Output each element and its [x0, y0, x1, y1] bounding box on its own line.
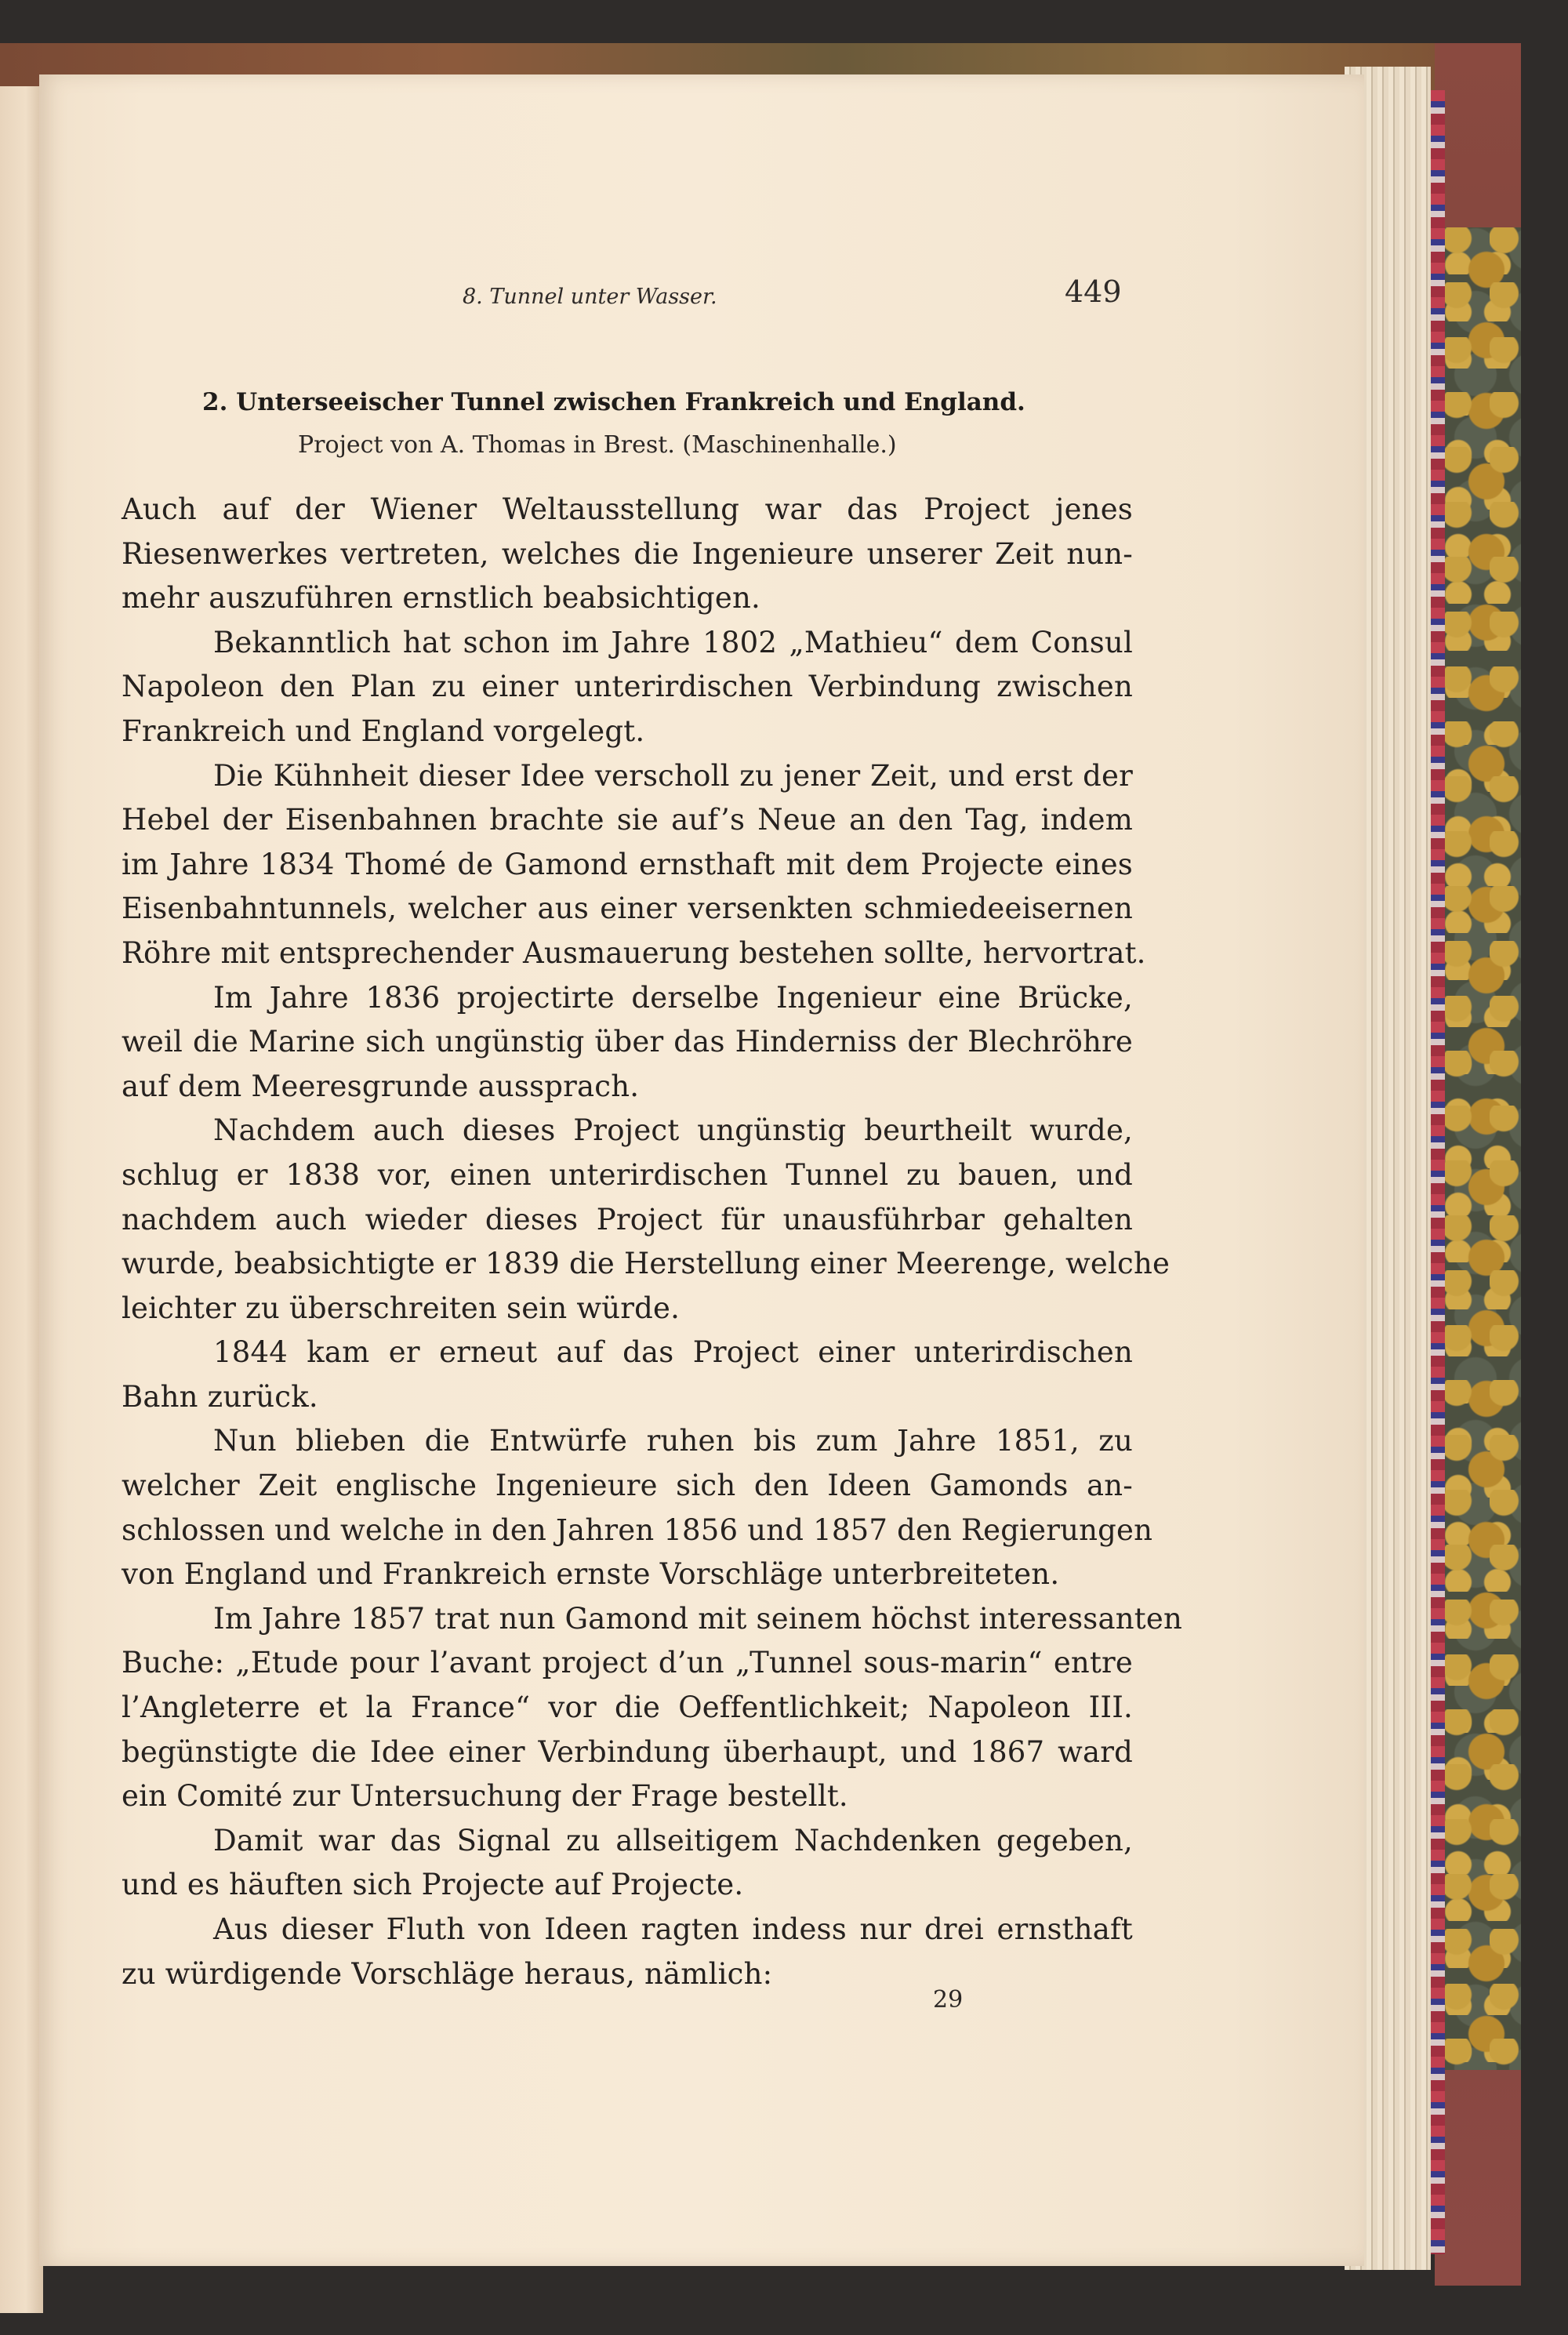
- section-heading: 2. Unterseeischer Tunnel zwischen Frankreich und England.: [202, 388, 1025, 416]
- text-line: und es häuften sich Projecte auf Projecte.: [122, 1868, 744, 1902]
- text-line: welcher Zeit englische Ingenieure sich den Ideen Gamonds an-: [122, 1469, 1133, 1503]
- marbled-endpaper: [1443, 227, 1521, 2070]
- text-line: Bahn zurück.: [122, 1379, 318, 1414]
- text-line: wurde, beabsichtigte er 1839 die Herstellung einer Meerenge, welche: [122, 1247, 1171, 1281]
- text-line: mehr auszuführen ernstlich beabsichtigen.: [122, 581, 761, 616]
- text-line: Aus dieser Fluth von Ideen ragten indess nur drei ernsthaft: [213, 1912, 1133, 1946]
- text-line: Nachdem auch dieses Project ungünstig beurtheilt wurde,: [213, 1113, 1133, 1148]
- text-line: nachdem auch wieder dieses Project für unausführbar gehalten: [122, 1202, 1133, 1236]
- text-line: Eisenbahntunnels, welcher aus einer versenkten schmiedeeisernen: [122, 892, 1133, 926]
- text-line: zu würdigende Vorschläge heraus, nämlich:: [122, 1956, 773, 1991]
- text-line: Im Jahre 1836 projectirte derselbe Ingenieur eine Brücke,: [213, 980, 1133, 1015]
- body-text: [122, 488, 1182, 1996]
- text-line: im Jahre 1834 Thomé de Gamond ernsthaft mit dem Projecte eines: [122, 847, 1133, 881]
- text-line: Nun blieben die Entwürfe ruhen bis zum Jahre 1851, zu: [213, 1424, 1133, 1458]
- text-line: leichter zu überschreiten sein würde.: [122, 1291, 681, 1325]
- text-line: auf dem Meeresgrunde aussprach.: [122, 1069, 640, 1103]
- text-line: Auch auf der Wiener Weltausstellung war das Project jenes: [122, 492, 1133, 526]
- text-line: ein Comité zur Untersuchung der Frage bestellt.: [122, 1779, 848, 1814]
- text-line: schlossen und welche in den Jahren 1856 und 1857 den Regierungen: [122, 1512, 1153, 1547]
- text-line: Im Jahre 1857 trat nun Gamond mit seinem höchst interessanten: [213, 1601, 1182, 1636]
- page-number: 449: [1065, 274, 1122, 309]
- text-line: Riesenwerkes vertreten, welches die Ingenieure unserer Zeit nun-: [122, 536, 1133, 571]
- text-line: l’Angleterre et la France“ vor die Oeffentlichkeit; Napoleon III.: [122, 1690, 1133, 1725]
- left-page-edge: [0, 86, 43, 2313]
- text-line: Hebel der Eisenbahnen brachte sie auf’s Neue an den Tag, indem: [122, 803, 1133, 837]
- text-line: weil die Marine sich ungünstig über das Hinderniss der Blechröhre: [122, 1025, 1133, 1059]
- text-line: Frankreich und England vorgelegt.: [122, 714, 645, 748]
- text-line: Damit war das Signal zu allseitigem Nachdenken gegeben,: [213, 1823, 1133, 1857]
- text-line: Die Kühnheit dieser Idee verscholl zu jener Zeit, und erst der: [213, 758, 1133, 793]
- text-line: von England und Frankreich ernste Vorschläge unterbreiteten.: [122, 1557, 1060, 1592]
- text-line: Röhre mit entsprechender Ausmauerung bestehen sollte, hervortrat.: [122, 935, 1146, 970]
- section-subheading: Project von A. Thomas in Brest. (Maschinenhalle.): [298, 431, 897, 459]
- text-line: Bekanntlich hat schon im Jahre 1802 „Mathieu“ dem Consul: [213, 625, 1133, 659]
- text-line: Buche: „Etude pour l’avant project d’un „Tunnel sous-marin“ entre: [122, 1646, 1133, 1680]
- text-line: Napoleon den Plan zu einer unterirdischen Verbindung zwischen: [122, 670, 1133, 704]
- text-line: begünstigte die Idee einer Verbindung überhaupt, und 1867 ward: [122, 1734, 1133, 1769]
- signature-mark: 29: [933, 1986, 964, 2014]
- text-line: 1844 kam er erneut auf das Project einer unterirdischen: [213, 1335, 1133, 1370]
- running-head: 8. Tunnel unter Wasser.: [463, 285, 717, 309]
- text-line: schlug er 1838 vor, einen unterirdischen Tunnel zu bauen, und: [122, 1157, 1133, 1192]
